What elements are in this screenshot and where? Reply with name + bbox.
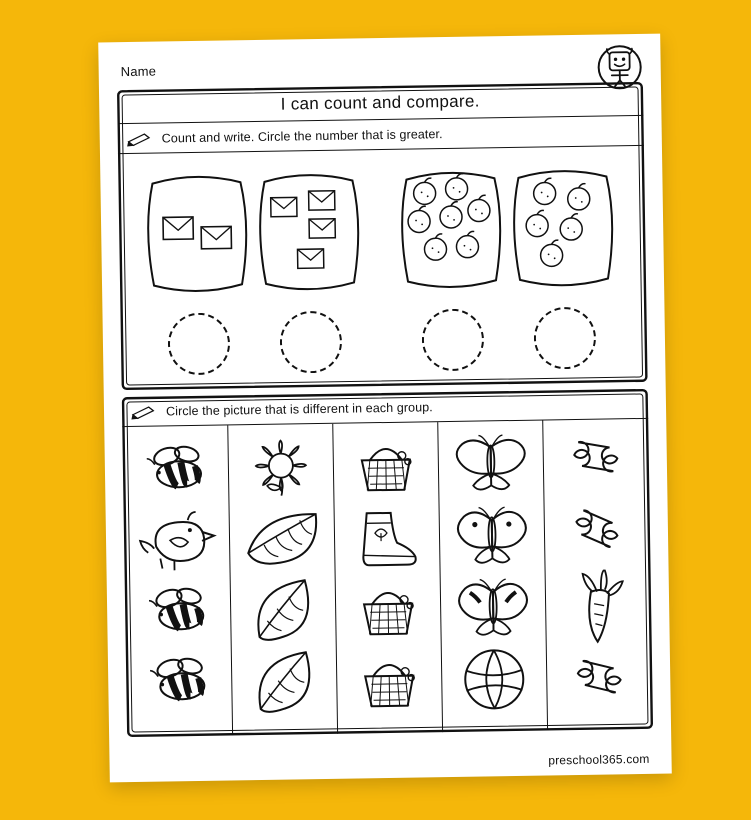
leaf-icon[interactable] xyxy=(237,574,330,647)
section-odd-one-out xyxy=(122,389,653,737)
basket-icon[interactable] xyxy=(343,644,436,717)
envelopes-group-2 xyxy=(252,166,366,298)
footer-site-label: preschool365.com xyxy=(548,751,650,768)
bone-icon[interactable] xyxy=(553,645,646,718)
basket-icon[interactable] xyxy=(339,430,432,499)
butterfly-icon[interactable] xyxy=(444,429,537,498)
oranges-group-1 xyxy=(394,164,508,296)
instruction-text-2: Circle the picture that is different in each group. xyxy=(165,399,433,418)
carrot-icon[interactable] xyxy=(552,569,645,646)
bone-icon[interactable] xyxy=(550,497,643,570)
sunflower-icon[interactable] xyxy=(234,432,327,501)
ball-icon[interactable] xyxy=(448,643,541,716)
butterfly-icon[interactable] xyxy=(445,499,538,572)
bee-icon[interactable] xyxy=(133,576,226,645)
bee-icon[interactable] xyxy=(130,434,223,503)
pencil-icon xyxy=(130,403,158,419)
envelopes-group-1 xyxy=(140,168,254,300)
worksheet-sheet xyxy=(98,34,672,783)
instruction-text-1: Count and write. Circle the number that is greater. xyxy=(161,126,443,145)
bird-icon[interactable] xyxy=(131,504,224,577)
boot-icon[interactable] xyxy=(340,500,433,573)
page-title: I can count and compare. xyxy=(280,90,480,114)
oranges-group-2 xyxy=(506,162,620,294)
name-label: Name xyxy=(120,63,157,80)
bone-icon[interactable] xyxy=(549,427,642,496)
pencil-icon xyxy=(126,130,154,146)
bee-icon[interactable] xyxy=(134,646,227,715)
basket-icon[interactable] xyxy=(342,572,435,645)
section-count-and-compare xyxy=(117,82,648,390)
leaf-icon[interactable] xyxy=(238,646,331,719)
butterfly-icon[interactable] xyxy=(447,571,540,644)
leaf-icon[interactable] xyxy=(235,502,328,575)
